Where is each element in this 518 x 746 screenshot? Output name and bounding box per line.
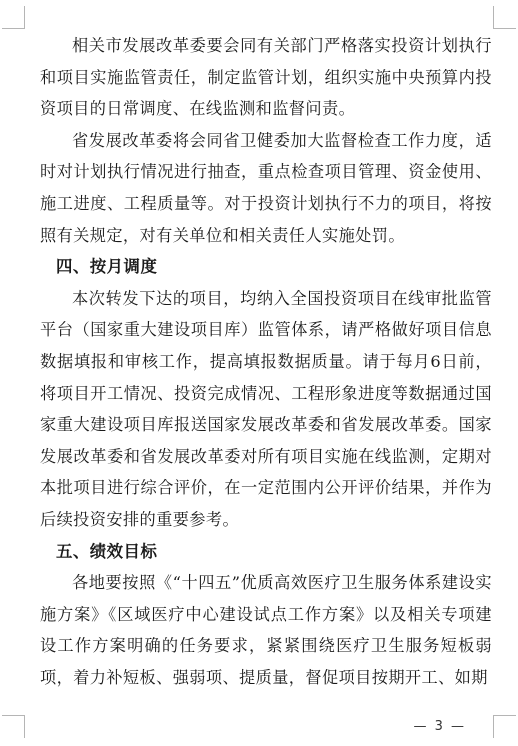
paragraph-inspection-penalty: 省发展改革委将会同省卫健委加大监督检查工作力度，适时对计划执行情况进行抽查，重点检查项目管理、资金使用、施工进度、工程质量等。对于投资计划执行不力的项目，将按照有关规定，对有关单位和相关责任人实施处罚。 [40, 130, 492, 245]
section-heading-performance-goals: 五、绩效目标 [56, 541, 158, 561]
crop-mark-top-right [493, 6, 516, 29]
crop-mark-bottom-right [493, 715, 516, 738]
crop-mark-bottom-left [2, 715, 25, 738]
paragraph-performance-goals: 各地要按照《“十四五”优质高效医疗卫生服务体系建设实施方案》《区域医疗中心建设试点工作方案》以及相关专项建设工作方案明确的任务要求，紧紧围绕医疗卫生服务短板弱项，着力补短板、强弱项、提质量，督促项目按期开工、如期 [40, 573, 492, 687]
paragraph-supervision-responsibility: 相关市发展改革委要会同有关部门严格落实投资计划执行和项目实施监管责任，制定监管计划，组织实施中央预算内投资项目的日常调度、在线监测和监督问责。 [40, 36, 492, 119]
paragraph-monthly-dispatch: 本次转发下达的项目，均纳入全国投资项目在线审批监管平台（国家重大建设项目库）监管体系，请严格做好项目信息数据填报和审核工作，提高填报数据质量。请于每月6日前，将项目开工情况、投资完成情况、工程形象进度等数据通过国家重大建设项目库报送国家发展改革委和省发展改革委。国家发展改革委和省发展改革委对所有项目实施在线监测，定期对本批项目进行综合评价，在一定范围内公开评价结果，并作为后续投资安排的重要参考。 [40, 288, 492, 529]
crop-mark-top-left [2, 6, 25, 29]
page-number: — 3 — [413, 719, 466, 734]
document-body [40, 30, 492, 693]
section-heading-monthly-dispatch: 四、按月调度 [56, 257, 158, 277]
